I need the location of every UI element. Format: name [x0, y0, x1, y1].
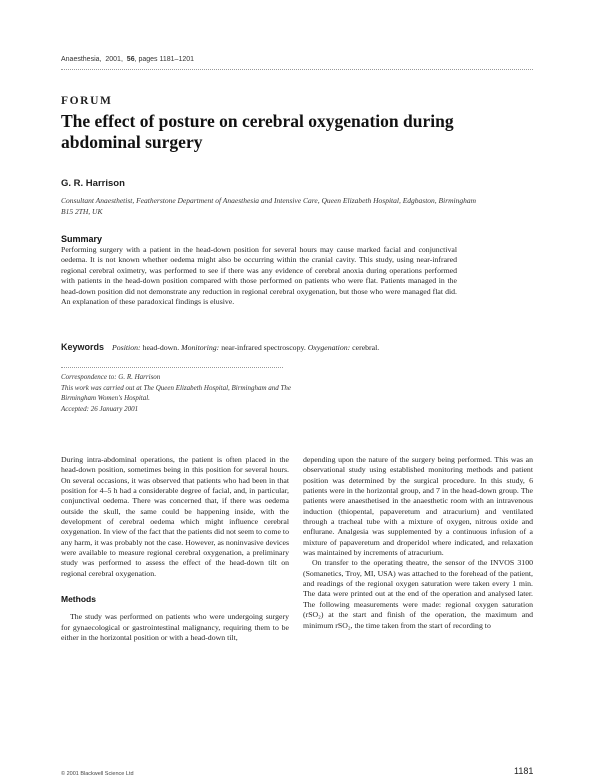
summary-text: Performing surgery with a patient in the head-down position for several hours may cause marked facial and conjunctival oedema. It is not known whether oedema might also be occurring within the cranial cavity. This study, using near-infrared regional cerebral oximetry, was performed to see if there was any evidence of cerebral anoxia during operations performed with patients in the head-down position compared with those performed on patients who were flat. Patients managed in the head-down position did not demonstrate any reduction in regional cerebral oxygenation, but those who were managed flat did. An explanation of these paradoxical findings is elusive. [61, 245, 457, 307]
article-title: The effect of posture on cerebral oxygenation during abdominal surgery [61, 111, 454, 152]
correspondence-line: This work was carried out at The Queen Elizabeth Hospital, Birmingham and The Birmingham Women's Hospital. [61, 383, 292, 402]
keyword-value: cerebral. [352, 343, 380, 352]
journal-year: 2001, [105, 56, 123, 63]
correspondence-divider [61, 367, 283, 368]
keyword-value: near-infrared spectroscopy. [221, 343, 306, 352]
body-paragraph: depending upon the nature of the surgery being performed. This was an observational study using established monitoring methods and patient position was determined by the surgical procedure. In this study, 6 patients were in the horizontal group, and 7 in the head-down group. The patients were anaesthetised in the anaesthetic room with an intravenous induction (thiopental, papaveretum and atracurium) and ventilated through a tracheal tube with a mixture of oxygen, nitrous oxide and enflurane. Analgesia was supplemented by a continuous infusion of a mixture of papaveretum and droperidol where indicated, and relaxation was maintained by increments of atracurium. [303, 455, 533, 558]
footer-copyright: © 2001 Blackwell Science Ltd [61, 771, 134, 777]
section-label: FORUM [61, 95, 113, 107]
running-head [61, 56, 194, 63]
keyword-value: head-down. [142, 343, 180, 352]
journal-volume: 56 [126, 56, 135, 63]
body-paragraph: On transfer to the operating theatre, the sensor of the INVOS 3100 (Somanetics, Troy, MI, USA) was attached to the forehead of the patient, and readings of the regional oxygen saturation were taken every 1 min. The data were printed out at the end of the operation and analysed later. The following measurements were made: regional oxygen saturation (rSO₂) at the start and finish of the operation, the maximum and minimum rSO₂, the time taken from the start of recording to [303, 558, 533, 630]
accepted-date: Accepted: 26 January 2001 [61, 404, 139, 413]
body-column-right [303, 455, 533, 631]
keywords [61, 342, 533, 352]
methods-heading: Methods [61, 594, 96, 605]
author-affiliation: Consultant Anaesthetist, Featherstone Department of Anaesthesia and Intensive Care, Queen Elizabeth Hospital, Edgbaston, Birmingham B15 2TH, UK [61, 196, 477, 216]
keywords-label: Keywords [61, 342, 105, 352]
author-name: G. R. Harrison [61, 178, 125, 189]
correspondence-note [61, 372, 311, 414]
keyword-term: Oxygenation: [307, 343, 351, 352]
page-number: 1181 [514, 766, 534, 776]
summary-heading: Summary [61, 234, 103, 244]
keyword-term: Position: [112, 343, 141, 352]
body-column-left [61, 455, 289, 644]
keyword-term: Monitoring: [181, 343, 220, 352]
correspondence-line: Correspondence to: G. R. Harrison [61, 373, 161, 381]
header-divider [61, 69, 533, 70]
methods-paragraph: The study was performed on patients who were undergoing surgery for gynaecological or gastrointestinal malignancy, requiring them to be either in the horizontal position or with a head-down tilt, [61, 612, 289, 643]
intro-paragraph: During intra-abdominal operations, the patient is often placed in the head-down position, sometimes being in this position for several hours. On several occasions, it was observed that patients who had been in that position for 4–5 h had a considerable degree of facial, and, in particular, conjunctival oedema. There was concerned that, if there was oedema outside the skull, the same could be happening inside, with the development of cerebral oedema which might influence cerebral oxygenation. In view of the fact that the patients did not seem to come to any harm, it was probably not the case. However, as noninvasive devices were available to measure regional cerebral oxygenation, a preliminary study was performed to assess the effect of the head-down tilt on regional cerebral oxygenation. [61, 455, 289, 578]
journal-name: Anaesthesia, [61, 56, 102, 63]
journal-pages: , pages 1181–1201 [134, 56, 195, 63]
